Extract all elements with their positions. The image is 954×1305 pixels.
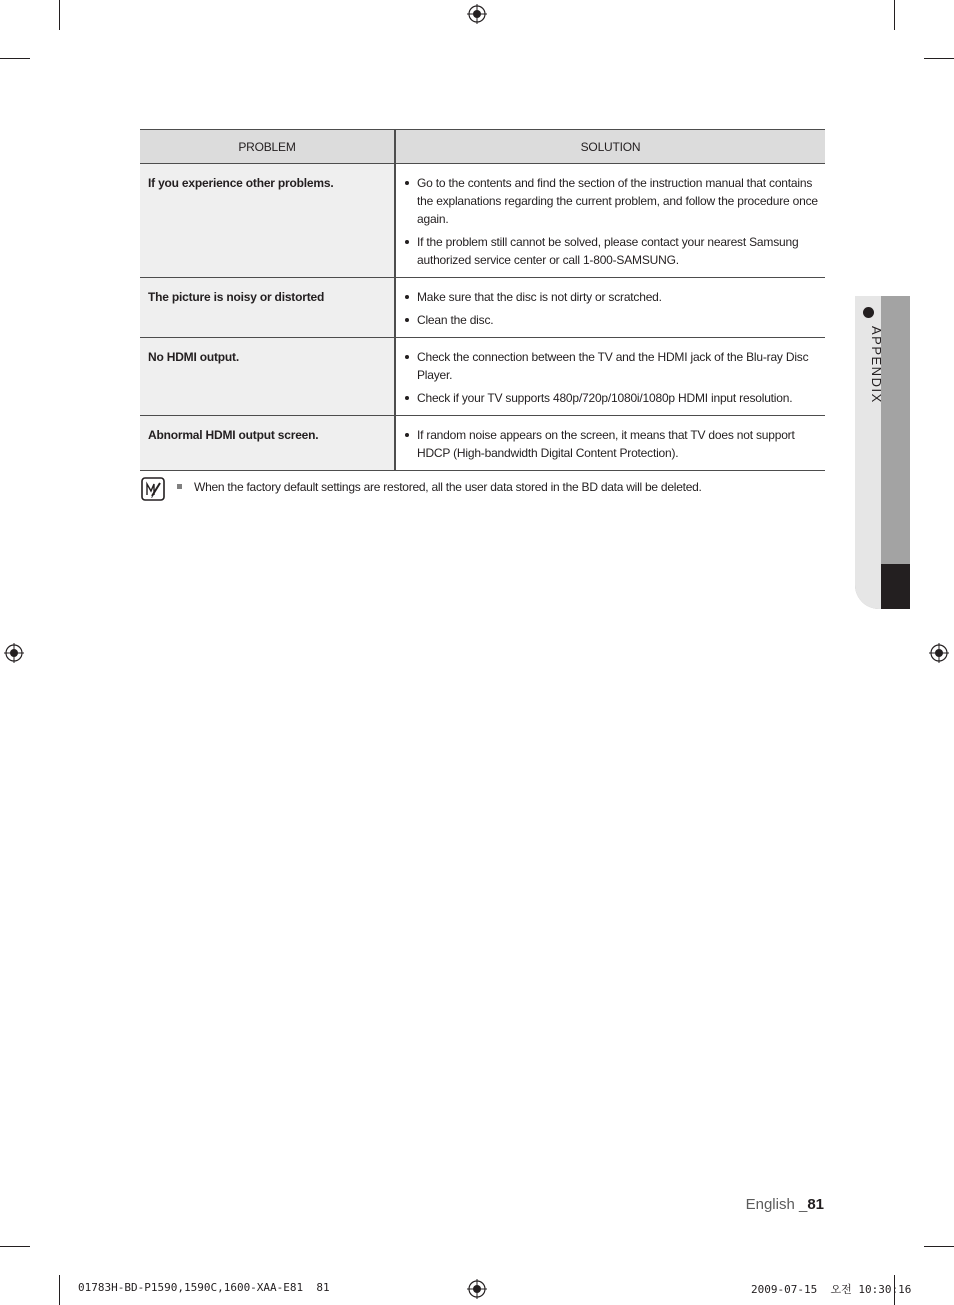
problem-cell: The picture is noisy or distorted (140, 278, 395, 338)
crop-mark (0, 58, 30, 59)
table-row (140, 416, 825, 471)
note-pencil-icon (141, 477, 165, 501)
page-footer (746, 1196, 824, 1213)
registration-mark-icon (4, 643, 24, 663)
bullet-dot-icon (863, 307, 874, 318)
side-tab-dark-block (881, 564, 910, 609)
solution-cell (395, 416, 825, 471)
table-row (140, 278, 825, 338)
table-row (140, 338, 825, 416)
registration-mark-icon (467, 1279, 487, 1299)
solution-item: Go to the contents and find the section of the instruction manual that contains the explanations regarding the current problem, and follow the procedure once again. (404, 174, 819, 228)
print-slug-left: 01783H-BD-P1590,1590C,1600-XAA-E81 81 (78, 1281, 330, 1294)
crop-mark (59, 0, 60, 30)
column-header-solution: SOLUTION (395, 130, 825, 164)
footer-language: English _ (745, 1196, 808, 1213)
solution-item: If random noise appears on the screen, it means that TV does not support HDCP (High-bandwidth Digital Content Protection). (404, 426, 819, 462)
solution-item: Make sure that the disc is not dirty or scratched. (404, 288, 819, 306)
crop-mark (0, 1246, 30, 1247)
crop-mark (59, 1275, 60, 1305)
crop-mark (894, 0, 895, 30)
solution-item: If the problem still cannot be solved, please contact your nearest Samsung authorized service center or call 1-800-SAMSUNG. (404, 233, 819, 269)
troubleshooting-table (140, 129, 825, 471)
problem-cell: If you experience other problems. (140, 164, 395, 278)
solution-item: Clean the disc. (404, 311, 819, 329)
problem-cell: No HDMI output. (140, 338, 395, 416)
crop-mark (924, 58, 954, 59)
note-text: When the factory default settings are restored, all the user data stored in the BD data will be deleted. (194, 480, 702, 494)
solution-item: Check if your TV supports 480p/720p/1080i/1080p HDMI input resolution. (404, 389, 819, 407)
page-number: 81 (807, 1196, 824, 1213)
section-label: APPENDIX (869, 326, 884, 404)
solution-cell (395, 164, 825, 278)
solution-cell (395, 338, 825, 416)
table-row (140, 164, 825, 278)
note-bullet (177, 484, 182, 489)
print-slug-right: 2009-07-15 오전 10:30:16 (751, 1283, 912, 1296)
table-header-row (140, 130, 825, 164)
problem-cell: Abnormal HDMI output screen. (140, 416, 395, 471)
solution-item: Check the connection between the TV and the HDMI jack of the Blu-ray Disc Player. (404, 348, 819, 384)
crop-mark (924, 1246, 954, 1247)
registration-mark-icon (929, 643, 949, 663)
registration-mark-icon (467, 4, 487, 24)
solution-cell (395, 278, 825, 338)
column-header-problem: PROBLEM (140, 130, 395, 164)
